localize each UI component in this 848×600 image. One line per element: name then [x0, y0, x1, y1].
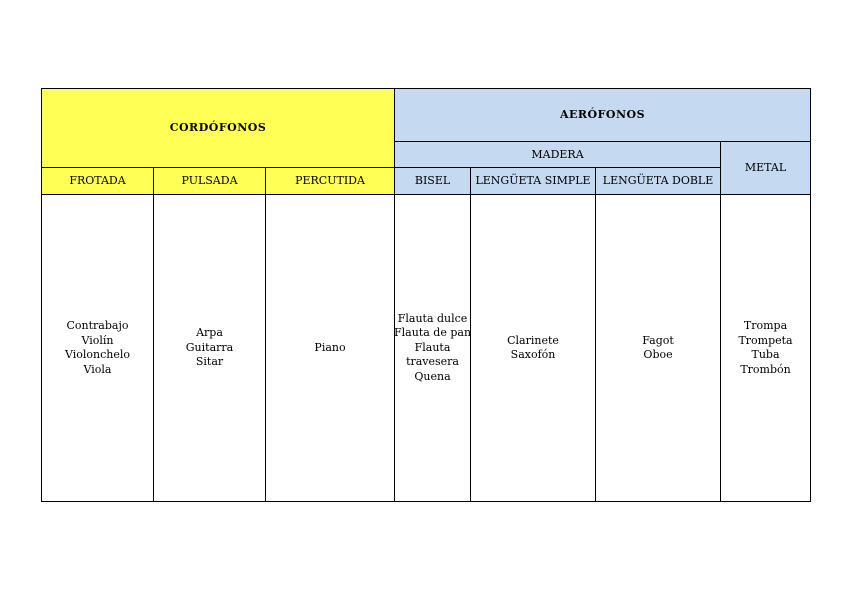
instrument-item: Tuba [751, 348, 780, 361]
metal-cell [721, 195, 811, 502]
instrument-item: Arpa [196, 326, 223, 340]
percutida-cell [266, 195, 395, 502]
instrument-item: Sitar [195, 355, 224, 369]
metal-header: METAL [721, 142, 811, 195]
frotada-cell [42, 195, 154, 502]
frotada-header: FROTADA [42, 168, 154, 195]
instrument-item: Piano [314, 340, 346, 354]
madera-header: MADERA [395, 142, 721, 168]
lengueta-simple-header: LENGÜETA SIMPLE [471, 168, 596, 195]
instrument-item: Contrabajo [66, 319, 129, 332]
percutida-list [266, 341, 394, 356]
instrument-item: Clarinete [507, 333, 559, 347]
bisel-cell [395, 195, 471, 502]
instrument-item: Oboe [643, 348, 673, 361]
instrument-item: Flauta de pan [394, 326, 472, 340]
bisel-list [395, 312, 470, 385]
instrument-item: Trompeta [738, 333, 793, 347]
aerofonos-header: AERÓFONOS [395, 89, 811, 142]
instrument-classification-table [41, 88, 811, 502]
instrument-item: Trompa [743, 319, 788, 332]
instrument-item: Flauta dulce [397, 311, 468, 325]
instrument-item: travesera [406, 355, 459, 369]
instrument-item: Fagot [642, 333, 674, 347]
lengueta-simple-cell [471, 195, 596, 502]
lengueta-doble-header: LENGÜETA DOBLE [596, 168, 721, 195]
instrument-item: Flauta [414, 340, 451, 354]
lengueta-doble-cell [596, 195, 721, 502]
instrument-item: Guitarra [185, 340, 234, 354]
lengueta-doble-list [596, 334, 720, 363]
instrument-item: Saxofón [510, 348, 556, 361]
cordofonos-header: CORDÓFONOS [42, 89, 395, 168]
pulsada-list [154, 326, 265, 370]
bisel-header: BISEL [395, 168, 471, 195]
instrument-item: Trombón [740, 362, 791, 376]
instrument-item: Violonchelo [64, 348, 130, 361]
metal-list [721, 319, 810, 377]
instrument-item: Violín [81, 333, 114, 347]
instrument-item: Viola [83, 362, 112, 376]
pulsada-cell [154, 195, 266, 502]
percutida-header: PERCUTIDA [266, 168, 395, 195]
lengueta-simple-list [471, 334, 595, 363]
instrument-item: Quena [414, 369, 451, 383]
frotada-list [42, 319, 153, 377]
pulsada-header: PULSADA [154, 168, 266, 195]
